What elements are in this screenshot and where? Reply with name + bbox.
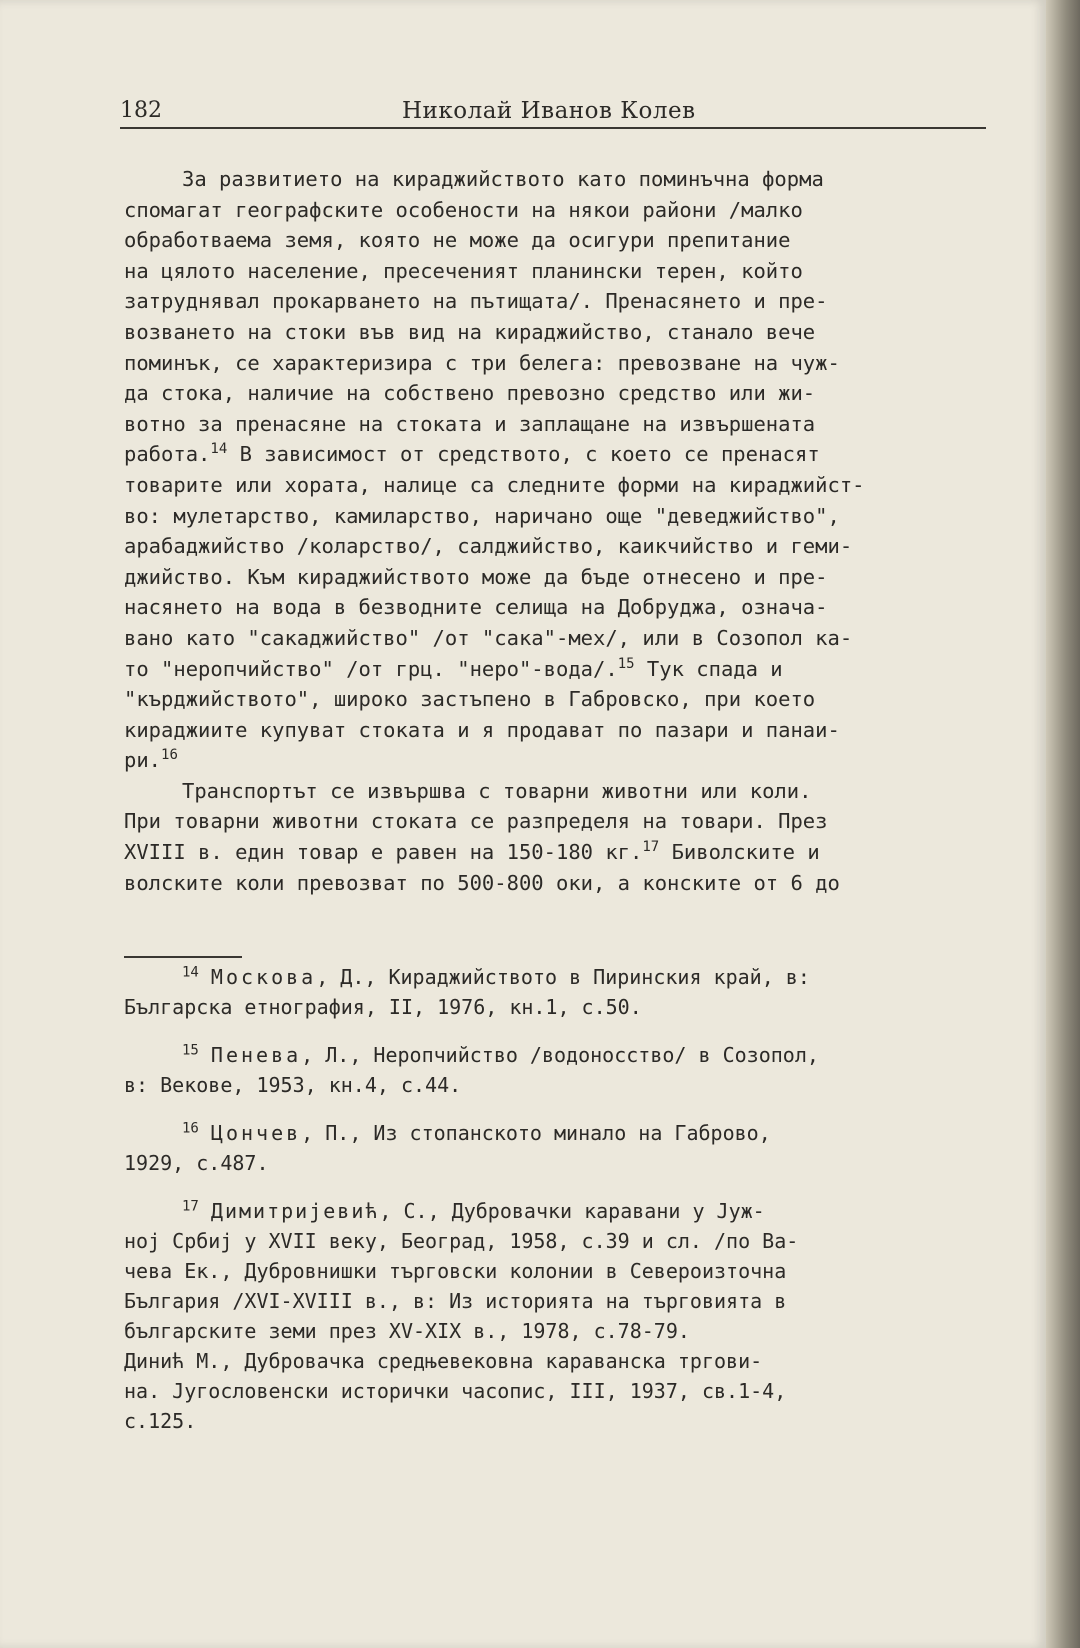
- footnote-line: на. Југословенски исторички часопис, III, 1937, св.1-4,: [124, 1379, 787, 1403]
- footnote-number: 15: [182, 1042, 199, 1059]
- footnote-14: [124, 962, 986, 992]
- footnote-line: ној Србиј у XVII веку, Београд, 1958, с.39 и сл. /по Ва-: [124, 1229, 799, 1253]
- text-line: на цялото население, пресеченият планински терен, който: [124, 258, 803, 283]
- text-segment: ри.: [124, 748, 162, 773]
- text-line: [124, 439, 986, 470]
- text-line: При товарни животни стоката се разпределя на товари. През: [124, 809, 828, 834]
- text-line: затруднявал прокарването на пътищата/. Пренасянето и пре-: [124, 289, 828, 314]
- footnote-17: [124, 1196, 986, 1226]
- footnote-text: , С., Дубровачки каравани у Јуж-: [379, 1199, 765, 1223]
- footnote-text: , Л., Неропчийство /водоносство/ в Созопол,: [301, 1043, 819, 1067]
- text-line: джийство. Към кираджийството може да бъде отнесено и пре-: [124, 564, 828, 589]
- text-line: "кърджийството", широко застъпено в Габровско, при което: [124, 687, 816, 712]
- footnote-number: 14: [182, 964, 199, 981]
- text-line: во: мулетарство, камиларство, наричано още "деведжийство",: [124, 503, 840, 528]
- page-number: 182: [120, 98, 162, 123]
- text-segment: Биволските и: [659, 840, 820, 865]
- footnote-line: българските земи през XV-XIX в., 1978, с.78-79.: [124, 1319, 690, 1343]
- text-segment: XVIII в. един товар е равен на 150-180 кг.: [124, 840, 643, 865]
- text-line: обработваема земя, която не може да осигури препитание: [124, 228, 791, 253]
- text-line: Транспортът се извършва с товарни животни или коли.: [182, 778, 812, 803]
- footnote-rule: [124, 956, 242, 958]
- text-line: [124, 745, 986, 776]
- page-header: [120, 98, 986, 132]
- footnote-text: , Д., Кираджийството в Пиринския край, в:: [316, 965, 810, 989]
- footnote-number: 16: [182, 1120, 199, 1137]
- text-line: арабаджийство /коларство/, салджийство, каикчийство и геми-: [124, 534, 853, 559]
- text-line: товарите или хората, налице са следните форми на кираджийст-: [124, 472, 865, 497]
- footnote-line: 1929, с.487.: [124, 1151, 269, 1175]
- footnote-line: Българска етнография, II, 1976, кн.1, с.50.: [124, 995, 642, 1019]
- footnote-author: Москова: [210, 965, 317, 989]
- text-line: вотно за пренасяне на стоката и заплащане на извършената: [124, 411, 816, 436]
- text-segment: то "неропчийство" /от грц. "неро"-вода/.: [124, 656, 618, 681]
- footnote-ref: 15: [617, 655, 635, 672]
- footnote-number: 17: [182, 1198, 199, 1215]
- footnote-author: Димитријевић: [210, 1199, 380, 1223]
- main-text: [124, 164, 986, 898]
- running-title: Николай Иванов Колев: [402, 98, 696, 124]
- text-line: волските коли превозват по 500-800 оки, а конските от 6 до: [124, 870, 840, 895]
- footnote-line: с.125.: [124, 1409, 197, 1433]
- footnote-line: Динић М., Дубровачка средњевековна караванска тргови-: [124, 1349, 763, 1373]
- text-line: да стока, наличие на собствено превозно средство или жи-: [124, 381, 816, 406]
- header-rule: [120, 127, 986, 129]
- text-line: кираджиите купуват стоката и я продават по пазари и панаи-: [124, 717, 840, 742]
- footnote-16: [124, 1118, 986, 1148]
- footnote-line: в: Векове, 1953, кн.4, с.44.: [124, 1073, 462, 1097]
- text-segment: работа.: [124, 442, 211, 467]
- footnote-ref: 16: [161, 747, 178, 764]
- footnote-text: , П., Из стопанското минало на Габрово,: [301, 1121, 771, 1145]
- text-line: спомагат географските особености на някои райони /малко: [124, 197, 803, 222]
- footnote-author: Цончев: [210, 1121, 302, 1145]
- text-line: [124, 654, 986, 685]
- footnote-15: [124, 1040, 986, 1070]
- footnote-ref: 17: [642, 839, 660, 856]
- text-line: насянето на вода в безводните селища на Добруджа, означа-: [124, 595, 828, 620]
- text-line: За развитието на кираджийството като поминъчна форма: [182, 167, 824, 191]
- footnotes: [124, 962, 986, 1436]
- footnote-ref: 14: [210, 441, 228, 458]
- text-segment: Тук спада и: [634, 656, 783, 681]
- footnote-line: чева Ек., Дубровнишки търговски колонии в Североизточна: [124, 1259, 787, 1283]
- text-line: вано като "сакаджийство" /от "сака"-мех/, или в Созопол ка-: [124, 625, 853, 650]
- page-edge: [1046, 0, 1080, 1648]
- text-line: возването на стоки във вид на кираджийство, станало вече: [124, 319, 816, 344]
- footnote-author: Пенева: [210, 1043, 302, 1067]
- text-line: поминък, се характеризира с три белега: превозване на чуж-: [124, 350, 840, 375]
- text-line: [124, 837, 986, 868]
- footnote-line: България /XVI-XVIII в., в: Из историята на търговията в: [124, 1289, 787, 1313]
- text-segment: В зависимост от средството, с което се пренасят: [227, 442, 820, 467]
